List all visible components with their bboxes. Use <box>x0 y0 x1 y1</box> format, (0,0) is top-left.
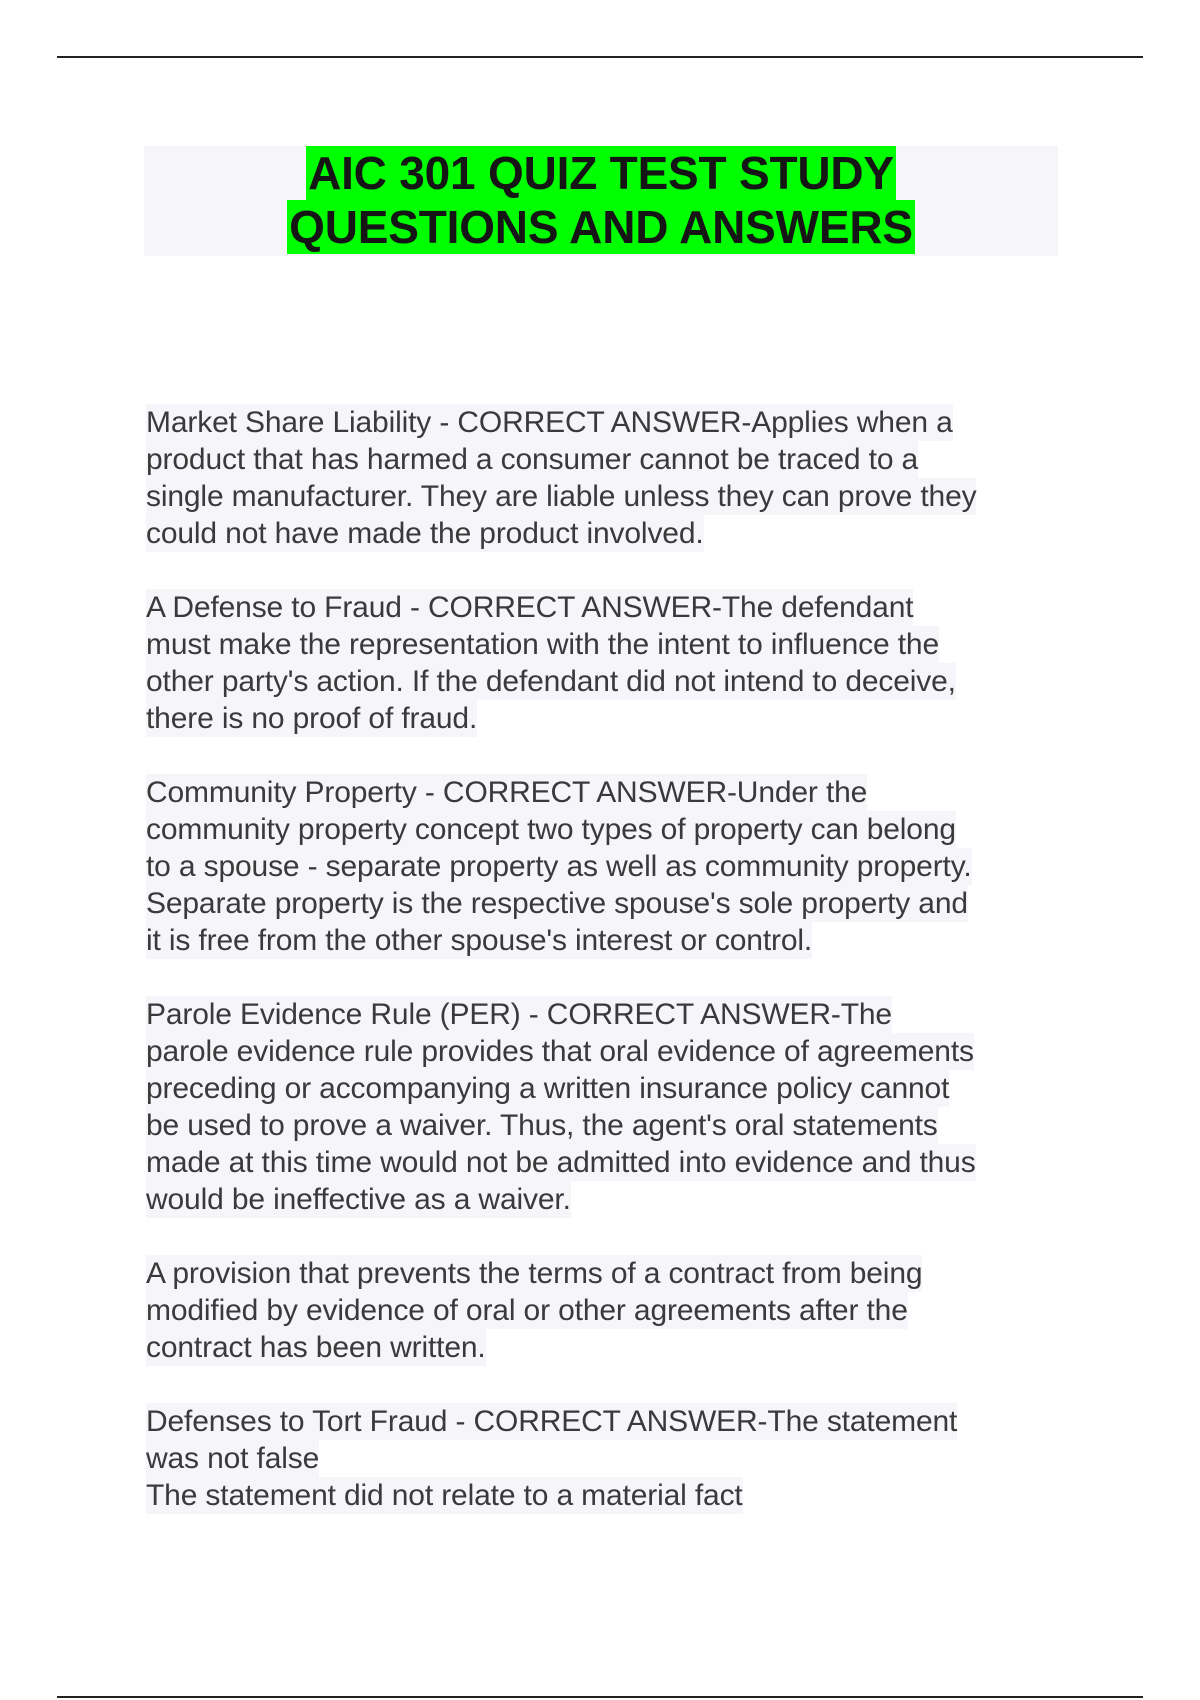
qa-entry-parole-evidence-rule <box>146 996 1066 1218</box>
page-title-line-2: QUESTIONS AND ANSWERS <box>289 201 913 253</box>
qa-text-line: to a spouse - separate property as well as community property. <box>146 850 972 883</box>
qa-text-line: other party's action. If the defendant did not intend to deceive, <box>146 665 956 698</box>
qa-text-line: single manufacturer. They are liable unless they can prove they <box>146 480 977 513</box>
qa-text-line: contract has been written. <box>146 1331 486 1364</box>
qa-text-line: Community Property - CORRECT ANSWER-Under the <box>146 776 868 809</box>
title-line-1-wrap <box>144 146 1058 200</box>
qa-text-line: product that has harmed a consumer cannot be traced to a <box>146 443 919 476</box>
qa-text-line: there is no proof of fraud. <box>146 702 478 735</box>
qa-text-line: be used to prove a waiver. Thus, the agent's oral statements <box>146 1109 938 1142</box>
qa-text-line: Separate property is the respective spouse's sole property and <box>146 887 968 920</box>
title-block <box>144 146 1058 256</box>
bottom-rule <box>57 1696 1143 1698</box>
qa-entry-community-property <box>146 774 1066 959</box>
page-title-line-1: AIC 301 QUIZ TEST STUDY <box>308 147 894 199</box>
top-rule <box>57 56 1143 58</box>
qa-list <box>146 404 1066 1551</box>
qa-text-line: A provision that prevents the terms of a contract from being <box>146 1257 923 1290</box>
qa-text-line: The statement did not relate to a material fact <box>146 1479 743 1512</box>
qa-text-line: preceding or accompanying a written insurance policy cannot <box>146 1072 950 1105</box>
qa-text-line: parole evidence rule provides that oral evidence of agreements <box>146 1035 974 1068</box>
qa-text-line: Defenses to Tort Fraud - CORRECT ANSWER-The statement <box>146 1405 958 1438</box>
title-line-2-wrap <box>144 200 1058 254</box>
qa-text-line: modified by evidence of oral or other agreements after the <box>146 1294 908 1327</box>
qa-text-line: was not false <box>146 1442 320 1475</box>
qa-text-line: made at this time would not be admitted into evidence and thus <box>146 1146 976 1179</box>
qa-text-line: must make the representation with the intent to influence the <box>146 628 939 661</box>
qa-entry-contract-provision <box>146 1255 1066 1366</box>
qa-text-line: Market Share Liability - CORRECT ANSWER-Applies when a <box>146 406 953 439</box>
qa-text-line: A Defense to Fraud - CORRECT ANSWER-The defendant <box>146 591 914 624</box>
qa-text-line: would be ineffective as a waiver. <box>146 1183 571 1216</box>
qa-entry-defenses-to-tort-fraud <box>146 1403 1066 1514</box>
qa-entry-defense-to-fraud <box>146 589 1066 737</box>
qa-text-line: it is free from the other spouse's interest or control. <box>146 924 813 957</box>
qa-text-line: Parole Evidence Rule (PER) - CORRECT ANSWER-The <box>146 998 892 1031</box>
qa-text-line: could not have made the product involved. <box>146 517 704 550</box>
qa-text-line: community property concept two types of property can belong <box>146 813 956 846</box>
qa-entry-market-share-liability <box>146 404 1066 552</box>
